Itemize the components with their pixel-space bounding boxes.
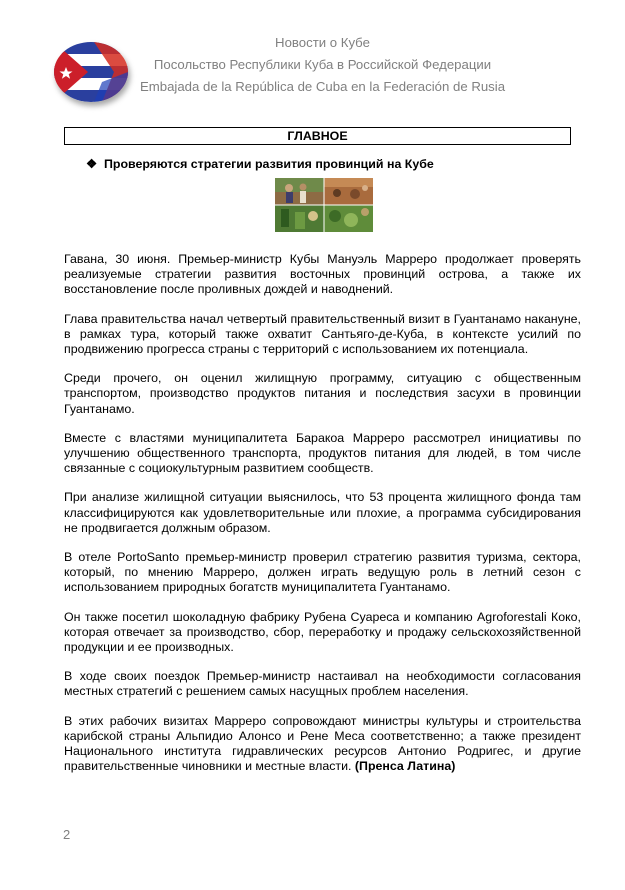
article-paragraph: Глава правительства начал четвертый правительственный визит в Гуантанамо накануне, в рамках тура, который также охватит Сантьяго-де-Куба, в контексте усилий по продвижению прогресса страны с территорий с использованием их потенциала. (64, 311, 581, 357)
source-credit: (Пренса Латина) (354, 759, 456, 774)
article-headline (86, 156, 434, 171)
article-paragraph: Гавана, 30 июня. Премьер-министр Кубы Мануэль Марреро продолжает проверять реализуемые стратегии развития восточных провинций острова, а также их восстановление после проливных дождей и наводнений. (64, 252, 581, 297)
article-photo-collage (275, 178, 373, 232)
header-embassy-spanish: Embajada de la República de Cuba en la Federación de Rusia (139, 79, 506, 94)
article-paragraph: В ходе своих поездок Премьер-министр настаивал на необходимости согласования местных стратегий с решением самых насущных проблем населения. (64, 669, 581, 699)
section-title: ГЛАВНОЕ (64, 127, 571, 145)
header-news-title: Новости о Кубе (275, 35, 370, 50)
article-paragraph: Он также посетил шоколадную фабрику Рубена Суареса и компанию Agroforestali Коко, которая отвечает за производство, сбор, переработку и продажу сельскохозяйственной продукции и ее производных. (64, 609, 581, 655)
article-last-paragraph-text: В этих рабочих визитах Марреро сопровождают министры культуры и строительства карибской страны Альпидио Алонсо и Рене Меса соответственно; а также президент Национального института гидравлических ресурсов Антонио Родригес, и другие правительственные чиновники и местные власти. (64, 713, 581, 774)
bullet-icon: ❖ (86, 157, 98, 171)
page-number: 2 (63, 827, 71, 842)
article-paragraph: При анализе жилищной ситуации выяснилось, что 53 процента жилищного фонда там классифицируются как удовлетворительные или плохие, а программа субсидирования не продвигается должным образом. (64, 490, 581, 535)
article-paragraph: Среди прочего, он оценил жилищную программу, ситуацию с общественным транспортом, производство продуктов питания и последствия засухи в провинции Гуантанамо. (64, 371, 581, 416)
article-headline-text: Проверяются стратегии развития провинций на Кубе (104, 157, 434, 171)
article-body (64, 252, 581, 788)
header-embassy-russian: Посольство Республики Куба в Российской Федерации (153, 57, 492, 72)
article-paragraph: В отеле PortoSanto премьер-министр проверил стратегию развития туризма, сектора, который, по мнению Марреро, должен играть ведущую роль в летний сезон с использованием природных богатств муниципалитета Гуантанамо. (64, 550, 581, 595)
article-paragraph: Вместе с властями муниципалитета Баракоа Марреро рассмотрел инициативы по улучшению общественного транспорта, продуктов питания для людей, в том числе связанные с социокультурным развитием сообществ. (64, 430, 581, 476)
article-last-paragraph (64, 714, 581, 775)
